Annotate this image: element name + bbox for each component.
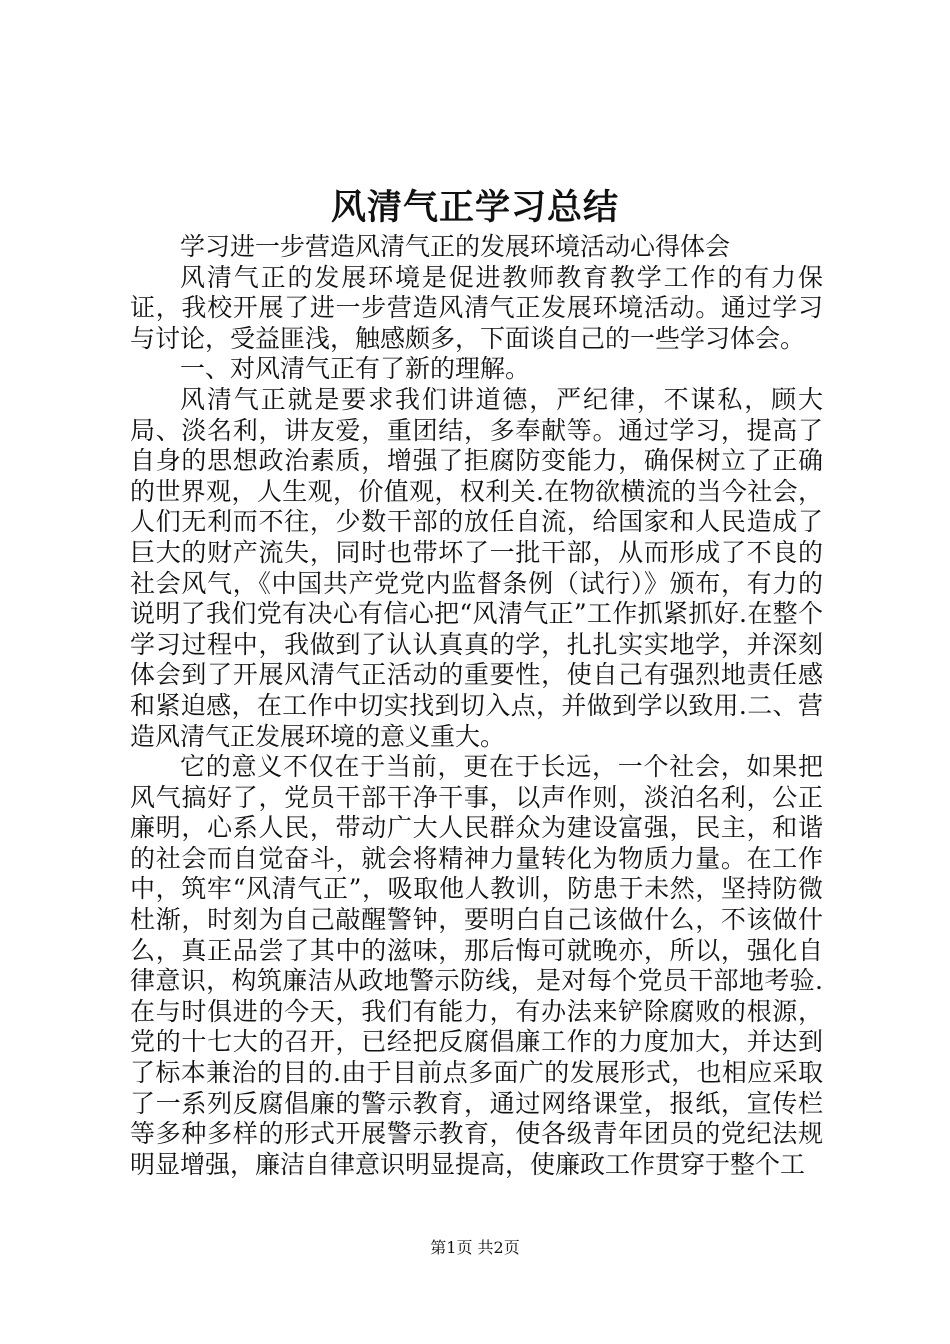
paragraph-intro: 风清气正的发展环境是促进教师教育教学工作的有力保证，我校开展了进一步营造风清气正发展环境活动。通过学习与讨论，受益匪浅，触感颇多，下面谈自己的一些学习体会。 <box>130 262 823 353</box>
paragraph-understanding: 风清气正就是要求我们讲道德，严纪律，不谋私，顾大局、淡名利，讲友爱，重团结，多奉献等。通过学习，提高了自身的思想政治素质，增强了拒腐防变能力，确保树立了正确的世界观，人生观，价值观，权利关.在物欲横流的当今社会，人们无利而不往，少数干部的放任自流，给国家和人民造成了巨大的财产流失，同时也带坏了一批干部，从而形成了不良的社会风气，《中国共产党党内监督条例（试行）》颁布，有力的说明了我们党有决心有信心把“风清气正”工作抓紧抓好.在整个学习过程中，我做到了认认真真的学，扎扎实实地学，并深刻体会到了开展风清气正活动的重要性，使自己有强烈地责任感和紧迫感，在工作中切实找到切入点，并做到学以致用.二、营造风清气正发展环境的意义重大。 <box>130 384 823 751</box>
page-number-footer: 第1页 共2页 <box>430 1238 520 1257</box>
paragraph-significance: 它的意义不仅在于当前，更在于长远，一个社会，如果把风气搞好了，党员干部干净干事，以声作则，淡泊名利，公正廉明，心系人民，带动广大人民群众为建设富强，民主，和谐的社会而自觉奋斗，就会将精神力量转化为物质力量。在工作中，筑牢“风清气正”，吸取他人教训，防患于未然，坚持防微杜渐，时刻为自己敲醒警钟，要明白自己该做什么，不该做什么，真正品尝了其中的滋味，那后悔可就晚亦，所以，强化自律意识，构筑廉洁从政地警示防线，是对每个党员干部地考验.在与时俱进的今天，我们有能力，有办法来铲除腐败的根源，党的十七大的召开，已经把反腐倡廉工作的力度加大，并达到了标本兼治的目的.由于目前点多面广的发展形式，也相应采取了一系列反腐倡廉的警示教育，通过网络课堂，报纸，宣传栏等多种多样的形式开展警示教育，使各级青年团员的党纪法规明显增强，廉洁自律意识明显提高，使廉政工作贯穿于整个工 <box>130 752 823 1179</box>
document-title: 风清气正学习总结 <box>330 187 619 228</box>
paragraph-subtitle: 学习进一步营造风清气正的发展环境活动心得体会 <box>180 232 731 261</box>
document-body <box>130 232 823 1180</box>
paragraph-heading-one: 一、对风清气正有了新的理解。 <box>180 354 531 384</box>
